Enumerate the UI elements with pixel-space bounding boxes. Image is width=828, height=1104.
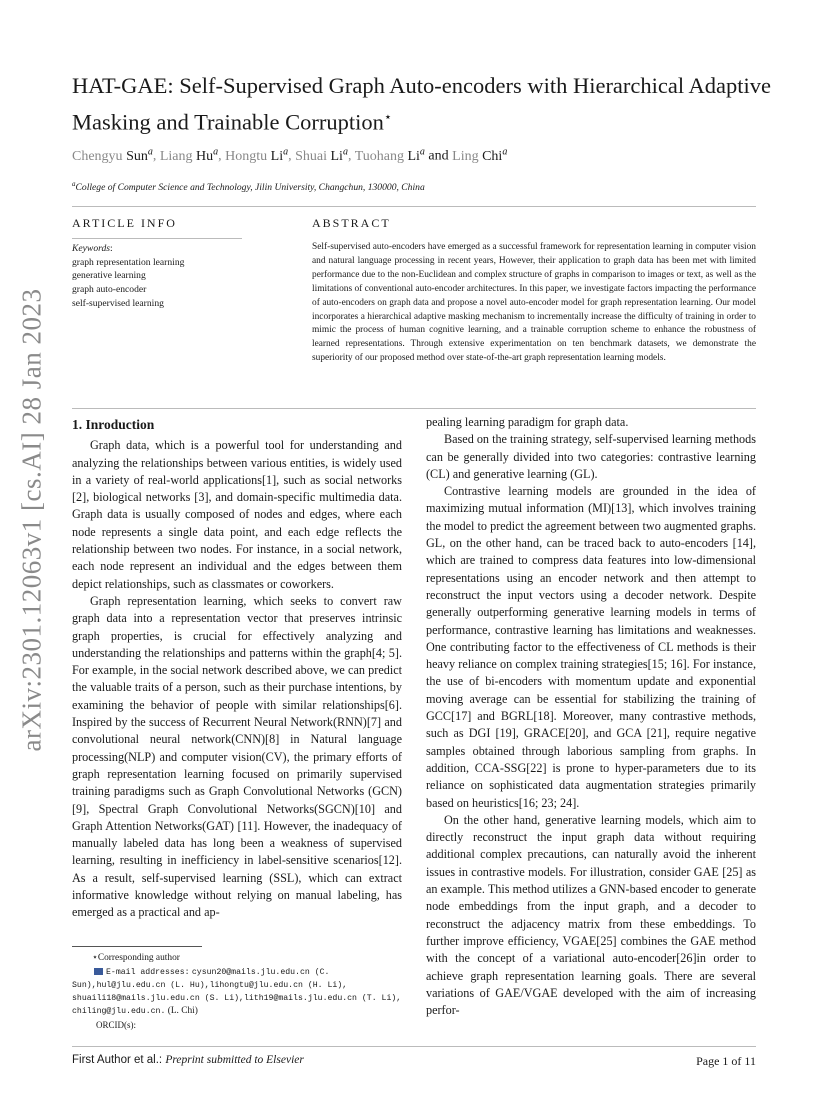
author-surname: Chi — [482, 148, 503, 164]
author-given-name: Shuai — [295, 148, 327, 164]
article-info-heading: ARTICLE INFO — [72, 216, 177, 230]
keyword-item: graph auto-encoder — [72, 284, 147, 296]
paragraph: Based on the training strategy, self-supervised learning methods can be generally divided into two categories: contrastive learning (CL) and generative learning (GL). — [426, 432, 756, 481]
title-star: ⋆ — [383, 109, 392, 124]
footer-author: First Author et al.: — [72, 1054, 163, 1066]
author-name — [295, 146, 348, 164]
footnote — [72, 951, 402, 1033]
article-info-rule — [72, 238, 242, 239]
author-name — [452, 146, 508, 164]
column-right — [426, 414, 756, 1019]
arxiv-sidebar — [12, 288, 52, 752]
paragraph: Graph data, which is a powerful tool for understanding and analyzing the relationships between various entities, is widely used in a variety of real-world applications[1], such as social networks [2], biological networks [3], and domain-specific multimedia data. Graph data is usually composed of nodes and edges, where each node represents a single data point, and each edge reflects the relationship between two nodes. For instance, in a social network, each node represent an individual and the edges between them depict relationships, such as classmates or coworkers. — [72, 438, 402, 591]
paragraph: Contrastive learning models are grounded in the idea of maximizing mutual information (MI)[13], which involves training the model to predict the agreement between two augmented graphs. GL, on the other hand, can be traced back to auto-encoders [14], which are trained to compress data features into low-dimensional representations using an encoder network and then attempt to reconstruct the input vectors using a decoder network. Despite generally outperforming generative learning models in terms of performance, contrastive learning has limitations and weaknesses. One contributing factor to the effectiveness of CL methods is their heavy reliance on complex training strategies[15; 16]. For instance, the use of bi-encoders with momentum update and exponential moving average can be essential for stabilizing the training of GCC[17] and BGRL[18]. Moreover, many contrastive methods, such as DGI [19], GRACE[20], and GCA [21], require negative samples obtained through laborious sampling from graphs. In addition, CCA-SSG[22] is prone to hyper-parameters due to its reliance on sophisticated data augmentation strategies primarily based on heuristics[16; 23; 24]. — [426, 484, 756, 810]
author-name — [225, 146, 289, 164]
last-email-owner: (L. Chi) — [167, 1006, 198, 1016]
affiliation-mark: a — [72, 180, 76, 188]
keyword-item: self-supervised learning — [72, 297, 164, 309]
author-affiliation-mark: a — [419, 146, 425, 157]
footer-journal: Preprint submitted to Elsevier — [165, 1054, 304, 1066]
page-number: Page 1 of 11 — [696, 1054, 756, 1068]
corresponding-author: ⋆Corresponding author — [92, 953, 180, 963]
author-surname: Sun — [126, 148, 148, 164]
author-given-name: Tuohang — [354, 148, 404, 164]
arxiv-identifier: arXiv:2301.12063v1 [cs.AI] 28 Jan 2023 — [16, 288, 47, 752]
title-text: HAT-GAE: Self-Supervised Graph Auto-encoders with Hierarchical Adaptive Masking and Trainable Corruption — [72, 73, 771, 135]
author-affiliation-mark: a — [283, 146, 289, 157]
author-affiliation-mark: a — [213, 146, 219, 157]
footer-divider — [72, 1046, 756, 1047]
email-label: E-mail addresses: — [106, 968, 190, 977]
paragraph: On the other hand, generative learning models, which aim to directly reconstruct the input graph data without requiring additional complex precautions, can naturally avoid the inherent issues in contrastive models. For illustration, consider GAE [25] as an example. This method utilizes a GNN-based encoder to generate node embeddings from the input graph, and a decoder to reconstruct the adjacency matrix from these embeddings. To further improve efficiency, VGAE[25] combines the GAE method with the concept of a variational auto-encoder[26]in order to achieve graph representation learning goals. There are several variations of GAE/VGAE developed with the aim of increasing perfor- — [426, 812, 756, 1018]
author-name — [159, 146, 219, 164]
header-divider — [72, 206, 756, 207]
keyword-item: graph representation learning — [72, 256, 185, 268]
paragraph: Graph representation learning, which seeks to convert raw graph data into a representation vector that preserves intrinsic graph properties, is crucial for effectively analyzing and understanding the relationships and patterns within the graph[4; 5]. For example, in the social network described above, we can predict the valuable traits of a person, such as their purchase intentions, by examining the behavior of people with similar relationships[6]. Inspired by the success of Recurrent Neural Network(RNN)[7] and convolutional neural network(CNN)[8] in Natural language processing(NLP) and computer vision(CV), the primary efforts of graph representation learning focused on primarily supervised training paradigms such as Graph Convolutional Networks (GCN)[9], Spectral Graph Convolutional Networks(SGCN)[10] and Graph Attention Networks(GAT) [11]. However, the inadequacy of manually labeled data has long been a weakness of supervised learning, resulting in inefficiency in label-sensitive scenarios[12]. As a result, self-supervised learning (SSL), which can extract informative knowledge without relying on manual labeling, has emerged as a practical and ap- — [72, 593, 402, 920]
author-list: Chengyu Sun$^a$, Liang Hu$^a$, Hongtu Li$^a$, Shuai Li$^a$, Tuohang Li$^a$ and Ling Chi$^a$ — [72, 146, 508, 164]
author-surname: Hu — [196, 148, 214, 164]
author-name — [354, 146, 425, 164]
affiliation-text: College of Computer Science and Technology, Jilin University, Changchun, 130000, China — [75, 182, 425, 194]
authors-and: and — [428, 148, 449, 164]
author-surname: Li — [407, 148, 420, 164]
orcid-line: ORCID(s): — [96, 1020, 136, 1030]
author-surname: Li — [330, 148, 343, 164]
section-heading: 1. Inroduction — [72, 417, 155, 432]
author-affiliation-mark: a — [502, 146, 508, 157]
keywords-block: Keywords: graph representation learning generative learning graph auto-encoder self-supervised learning — [72, 242, 272, 311]
email-addresses: cysun20@mails.jlu.edu.cn (C. Sun),hul@jlu.edu.cn (L. Hu),lihongtu@jlu.edu.cn (H. Li), shuaili18@mails.jlu.edu.cn (S. Li),lith19@mails.jlu.edu.cn (T. Li), chiling@jlu.edu.cn. — [72, 968, 402, 1016]
abstract-heading: ABSTRACT — [312, 216, 391, 230]
paragraph: pealing learning paradigm for graph data. — [426, 415, 629, 429]
author-name — [72, 146, 153, 164]
author-given-name: Ling — [452, 148, 479, 164]
author-given-name: Liang — [159, 148, 193, 164]
column-left — [72, 417, 402, 922]
footnote-rule — [72, 946, 202, 947]
affiliation — [72, 180, 425, 193]
keyword-item: generative learning — [72, 270, 146, 282]
author-affiliation-mark: a — [342, 146, 348, 157]
footer-left — [72, 1054, 304, 1066]
envelope-icon — [94, 968, 103, 975]
keywords-label: Keywords — [72, 243, 111, 254]
abstract-text: Self-supervised auto-encoders have emerged as a successful framework for representation learning in computer vision and natural language processing in recent years, However, their application to graph data has been met with limited performance due to the non-Euclidean and complex structure of graphs in comparison to images or text, as well as the limitations of conventional auto-encoder architectures. In this paper, we investigate factors impacting the performance of auto-encoders on graph data and propose a novel auto-encoder model for graph representation learning. Our model incorporates a hierarchical adaptive masking mechanism to incrementally increase the difficulty of training in order to mimic the process of human cognitive learning, and a trainable corruption scheme to enhance the robustness of learned representations. Through extensive experimentation on ten benchmark datasets, we demonstrate the superiority of our proposed method over state-of-the-art graph representation learning models. — [312, 242, 756, 364]
abstract-divider — [72, 408, 756, 409]
author-affiliation-mark: a — [147, 146, 153, 157]
author-given-name: Chengyu — [72, 148, 123, 164]
author-surname: Li — [270, 148, 284, 164]
author-given-name: Hongtu — [225, 148, 268, 164]
paper-title — [72, 70, 772, 138]
